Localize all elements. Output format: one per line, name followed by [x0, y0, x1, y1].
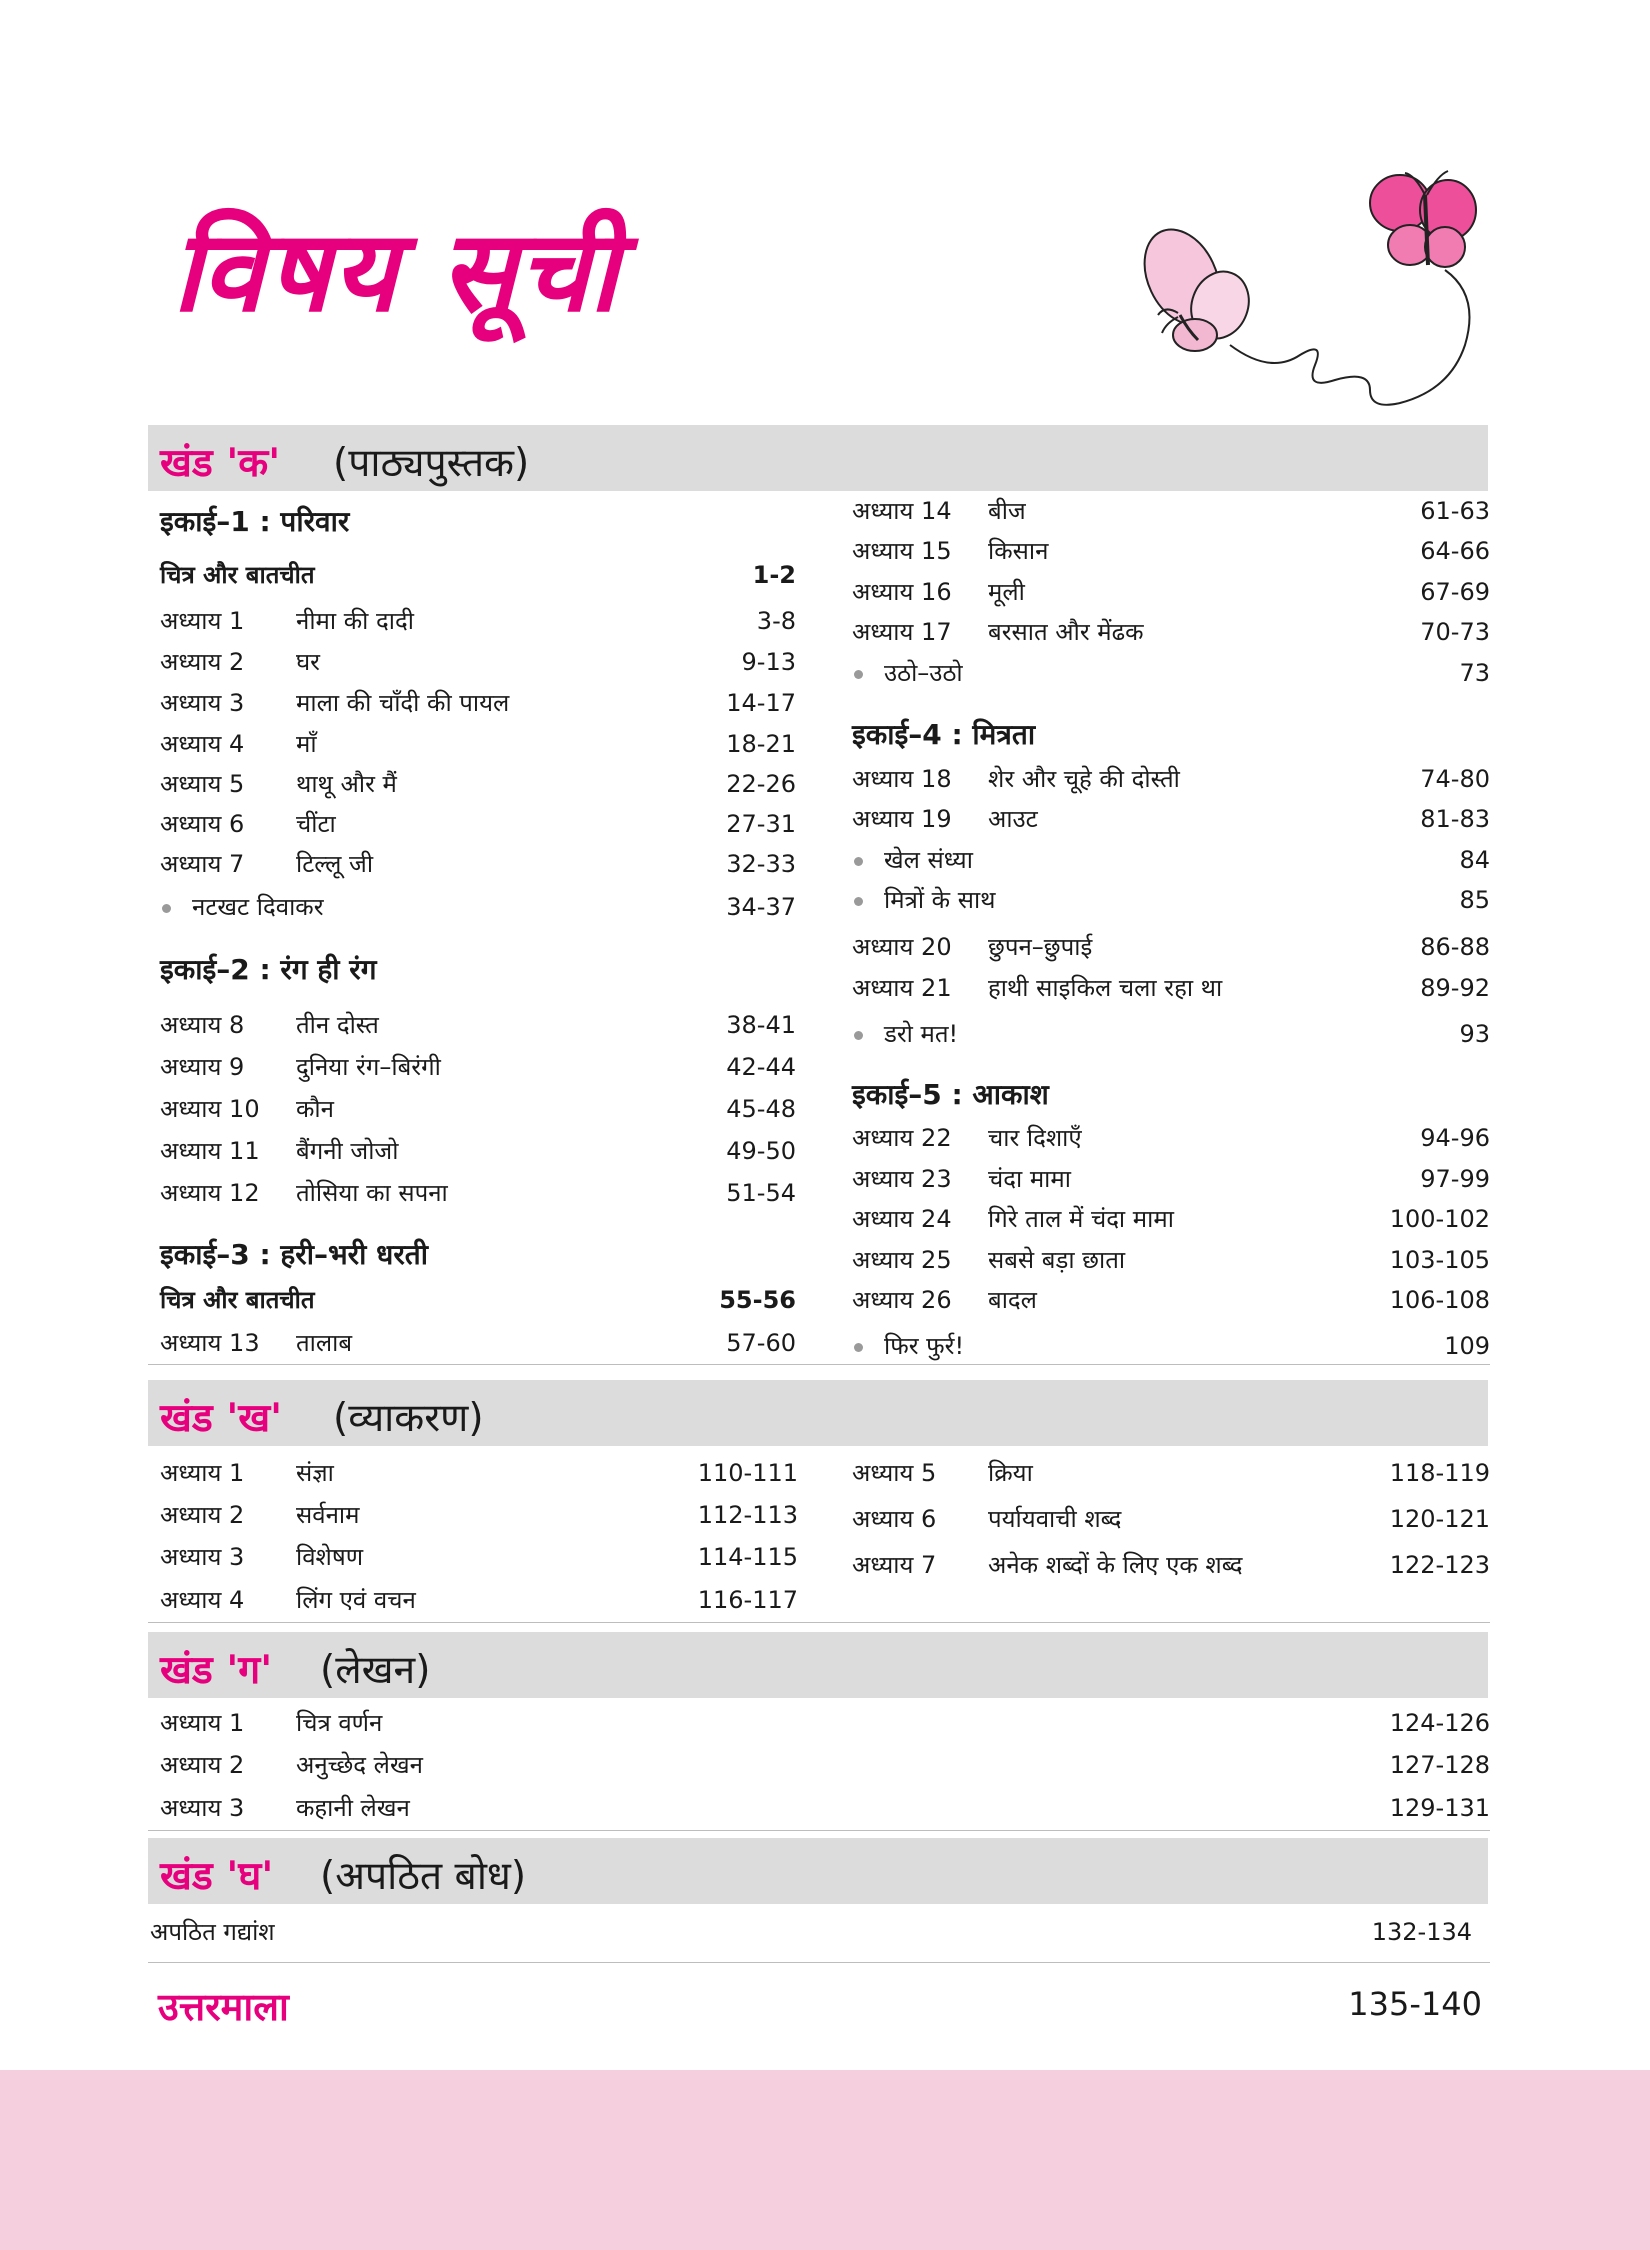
entry-pages: 1-2: [752, 561, 796, 589]
section-key: खंड 'ग': [160, 1648, 273, 1693]
toc-row[interactable]: [160, 1748, 1490, 1782]
entry-pages: 89-92: [1420, 974, 1490, 1002]
toc-row[interactable]: [852, 1283, 1490, 1317]
toc-row[interactable]: [852, 802, 1490, 836]
toc-row[interactable]: [160, 1134, 796, 1168]
entry-title: फिर फुर्र!: [884, 1332, 965, 1360]
entry-label: अध्याय 5: [852, 1459, 937, 1487]
entry-title: कहानी लेखन: [296, 1794, 410, 1822]
entry-pages: 22-26: [726, 770, 796, 798]
section-subtitle: (लेखन): [320, 1648, 431, 1693]
entry-label: अध्याय 9: [160, 1053, 245, 1081]
entry-pages: 9-13: [741, 648, 796, 676]
toc-row[interactable]: [852, 575, 1490, 609]
entry-label: अध्याय 10: [160, 1095, 260, 1123]
footer-band: [0, 2070, 1650, 2250]
entry-title: चंदा मामा: [988, 1165, 1071, 1193]
entry-title: पर्यायवाची शब्द: [988, 1505, 1122, 1533]
entry-label: अध्याय 4: [160, 1586, 245, 1614]
entry-title: टिल्लू जी: [296, 850, 374, 878]
entry-title: अनुच्छेद लेखन: [296, 1751, 423, 1779]
toc-row[interactable]: [160, 1706, 1490, 1740]
entry-pages: 18-21: [726, 730, 796, 758]
entry-pages: 55-56: [719, 1286, 796, 1314]
entry-label: अध्याय 1: [160, 607, 245, 635]
section-key: खंड 'घ': [160, 1854, 274, 1899]
toc-row[interactable]: [160, 645, 796, 679]
entry-pages: 73: [1459, 659, 1490, 687]
entry-label: अध्याय 24: [852, 1205, 952, 1233]
entry-label: अध्याय 15: [852, 537, 952, 565]
toc-row[interactable]: [160, 686, 796, 720]
entry-title: बैंगनी जोजो: [296, 1137, 399, 1165]
toc-row[interactable]: [160, 767, 796, 801]
toc-row[interactable]: [852, 930, 1490, 964]
entry-title: माला की चाँदी की पायल: [296, 689, 510, 717]
entry-title: चींटा: [296, 810, 336, 838]
entry-pages: 42-44: [726, 1053, 796, 1081]
entry-pages: 122-123: [1389, 1551, 1490, 1579]
unit-1-heading: इकाई–1 : परिवार: [160, 505, 350, 538]
entry-label: चित्र और बातचीत: [160, 561, 315, 589]
toc-row[interactable]: [852, 1202, 1490, 1236]
entry-label: अध्याय 18: [852, 765, 952, 793]
entry-pages: 14-17: [726, 689, 796, 717]
toc-row[interactable]: [160, 1498, 798, 1532]
entry-label: अपठित गद्यांश: [150, 1918, 275, 1946]
section-kha-header: [148, 1380, 1488, 1446]
divider: [148, 1830, 1490, 1831]
entry-title: चार दिशाएँ: [988, 1124, 1082, 1152]
answers-heading[interactable]: उत्तरमाला: [158, 1985, 289, 2029]
bullet-icon: [854, 670, 863, 679]
entry-pages: 61-63: [1420, 497, 1490, 525]
toc-row[interactable]: [852, 1243, 1490, 1277]
entry-pages: 38-41: [726, 1011, 796, 1039]
toc-row[interactable]: [852, 883, 1490, 917]
entry-label: अध्याय 8: [160, 1011, 245, 1039]
entry-title: क्रिया: [988, 1459, 1033, 1487]
entry-title: उठो–उठो: [884, 659, 963, 687]
toc-row[interactable]: [160, 1176, 796, 1210]
divider: [148, 1962, 1490, 1963]
bullet-icon: [162, 904, 171, 913]
entry-pages: 120-121: [1389, 1505, 1490, 1533]
entry-title: तीन दोस्त: [296, 1011, 379, 1039]
divider: [148, 1622, 1490, 1623]
toc-row[interactable]: [160, 847, 796, 881]
toc-row[interactable]: [160, 1283, 796, 1317]
entry-title: गिरे ताल में चंदा मामा: [988, 1205, 1174, 1233]
toc-row[interactable]: [160, 1456, 798, 1490]
bullet-icon: [854, 857, 863, 866]
section-subtitle: (पाठ्यपुस्तक): [333, 441, 530, 486]
entry-label: अध्याय 21: [852, 974, 952, 1002]
entry-pages: 110-111: [697, 1459, 798, 1487]
entry-pages: 97-99: [1420, 1165, 1490, 1193]
toc-row[interactable]: [852, 656, 1490, 690]
entry-pages: 132-134: [1371, 1918, 1472, 1946]
toc-row[interactable]: [160, 890, 796, 924]
entry-label: अध्याय 3: [160, 1794, 245, 1822]
entry-pages: 85: [1459, 886, 1490, 914]
toc-row[interactable]: [160, 1583, 798, 1617]
entry-label: अध्याय 6: [852, 1505, 937, 1533]
entry-pages: 3-8: [756, 607, 796, 635]
section-subtitle: (अपठित बोध): [320, 1854, 527, 1899]
entry-title: मित्रों के साथ: [884, 886, 996, 914]
entry-label: अध्याय 1: [160, 1709, 245, 1737]
entry-pages: 109: [1444, 1332, 1490, 1360]
toc-row[interactable]: [160, 807, 796, 841]
entry-label: अध्याय 1: [160, 1459, 245, 1487]
bullet-icon: [854, 1343, 863, 1352]
entry-label: अध्याय 22: [852, 1124, 952, 1152]
entry-pages: 129-131: [1389, 1794, 1490, 1822]
page-title: विषय सूची: [172, 207, 620, 337]
entry-pages: 100-102: [1389, 1205, 1490, 1233]
toc-row[interactable]: [852, 971, 1490, 1005]
butterflies-illustration: [1070, 165, 1490, 425]
toc-row[interactable]: [852, 494, 1490, 528]
toc-row[interactable]: [852, 1329, 1490, 1363]
entry-pages: 127-128: [1389, 1751, 1490, 1779]
entry-pages: 114-115: [697, 1543, 798, 1571]
entry-title: घर: [296, 648, 320, 676]
entry-title: नीमा की दादी: [296, 607, 414, 635]
entry-title: माँ: [296, 730, 317, 758]
entry-title: तालाब: [296, 1329, 353, 1357]
bullet-icon: [854, 1031, 863, 1040]
toc-row[interactable]: [852, 1162, 1490, 1196]
entry-title: शेर और चूहे की दोस्ती: [988, 765, 1180, 793]
toc-row[interactable]: [852, 762, 1490, 796]
entry-pages: 34-37: [726, 893, 796, 921]
entry-label: अध्याय 13: [160, 1329, 260, 1357]
section-ga-header: [148, 1632, 1488, 1698]
entry-pages: 27-31: [726, 810, 796, 838]
entry-title: मूली: [988, 578, 1025, 606]
toc-row[interactable]: [852, 1456, 1490, 1490]
entry-title: हाथी साइकिल चला रहा था: [988, 974, 1223, 1002]
entry-label: अध्याय 20: [852, 933, 952, 961]
entry-title: संज्ञा: [296, 1459, 334, 1487]
entry-pages: 86-88: [1420, 933, 1490, 961]
entry-title: तोसिया का सपना: [296, 1179, 448, 1207]
entry-title: विशेषण: [296, 1543, 364, 1571]
butterfly-left-icon: [1130, 217, 1258, 351]
entry-label: अध्याय 3: [160, 689, 245, 717]
unit-5-heading: इकाई–5 : आकाश: [852, 1078, 1049, 1111]
entry-pages: 70-73: [1420, 618, 1490, 646]
entry-label: अध्याय 7: [160, 850, 245, 878]
entry-pages: 84: [1459, 846, 1490, 874]
toc-row[interactable]: [852, 1548, 1490, 1582]
entry-title: सर्वनाम: [296, 1501, 360, 1529]
unit-3-heading: इकाई–3 : हरी–भरी धरती: [160, 1238, 429, 1271]
entry-pages: 57-60: [726, 1329, 796, 1357]
bullet-icon: [854, 897, 863, 906]
entry-label: अध्याय 5: [160, 770, 245, 798]
entry-title: खेल संध्या: [884, 846, 973, 874]
section-subtitle: (व्याकरण): [333, 1396, 484, 1441]
toc-row[interactable]: [160, 558, 796, 592]
answers-pages: 135-140: [1348, 1985, 1482, 2023]
entry-pages: 103-105: [1389, 1246, 1490, 1274]
toc-row[interactable]: [160, 1540, 798, 1574]
entry-title: आउट: [988, 805, 1038, 833]
toc-row[interactable]: [852, 1121, 1490, 1155]
entry-title: बरसात और मेंढक: [988, 618, 1144, 646]
entry-label: अध्याय 25: [852, 1246, 952, 1274]
entry-title: थाथू और मैं: [296, 770, 397, 798]
entry-title: किसान: [988, 537, 1049, 565]
entry-label: अध्याय 19: [852, 805, 952, 833]
entry-title: बादल: [988, 1286, 1037, 1314]
entry-pages: 94-96: [1420, 1124, 1490, 1152]
entry-pages: 45-48: [726, 1095, 796, 1123]
entry-label: अध्याय 2: [160, 648, 245, 676]
section-key: खंड 'क': [160, 441, 281, 486]
entry-title: छुपन–छुपाई: [988, 933, 1093, 961]
toc-row[interactable]: [852, 615, 1490, 649]
toc-row[interactable]: [150, 1915, 1472, 1949]
entry-label: अध्याय 3: [160, 1543, 245, 1571]
unit-4-heading: इकाई–4 : मित्रता: [852, 718, 1036, 751]
entry-label: अध्याय 23: [852, 1165, 952, 1193]
entry-label: चित्र और बातचीत: [160, 1286, 315, 1314]
entry-label: अध्याय 11: [160, 1137, 260, 1165]
entry-label: अध्याय 2: [160, 1751, 245, 1779]
butterfly-right-icon: [1370, 171, 1476, 267]
entry-pages: 64-66: [1420, 537, 1490, 565]
entry-label: अध्याय 2: [160, 1501, 245, 1529]
entry-title: चित्र वर्णन: [296, 1709, 383, 1737]
entry-pages: 49-50: [726, 1137, 796, 1165]
entry-pages: 74-80: [1420, 765, 1490, 793]
entry-title: कौन: [296, 1095, 334, 1123]
entry-label: अध्याय 4: [160, 730, 245, 758]
entry-pages: 93: [1459, 1020, 1490, 1048]
entry-label: अध्याय 16: [852, 578, 952, 606]
entry-label: अध्याय 6: [160, 810, 245, 838]
toc-row[interactable]: [160, 604, 796, 638]
toc-row[interactable]: [160, 1008, 796, 1042]
entry-title: लिंग एवं वचन: [296, 1586, 416, 1614]
toc-row[interactable]: [852, 534, 1490, 568]
entry-title: अनेक शब्दों के लिए एक शब्द: [988, 1551, 1243, 1579]
toc-row[interactable]: [160, 1791, 1490, 1825]
entry-pages: 106-108: [1389, 1286, 1490, 1314]
entry-label: अध्याय 12: [160, 1179, 260, 1207]
flight-path-icon: [1230, 270, 1470, 405]
entry-label: अध्याय 17: [852, 618, 952, 646]
entry-pages: 116-117: [697, 1586, 798, 1614]
section-gha-header: [148, 1838, 1488, 1904]
entry-label: अध्याय 26: [852, 1286, 952, 1314]
entry-pages: 81-83: [1420, 805, 1490, 833]
entry-pages: 112-113: [697, 1501, 798, 1529]
toc-row[interactable]: [160, 1326, 796, 1360]
entry-title: नटखट दिवाकर: [192, 893, 324, 921]
toc-row[interactable]: [160, 1050, 796, 1084]
entry-title: बीज: [988, 497, 1026, 525]
entry-pages: 67-69: [1420, 578, 1490, 606]
entry-pages: 51-54: [726, 1179, 796, 1207]
entry-label: अध्याय 7: [852, 1551, 937, 1579]
section-ka-header: [148, 425, 1488, 491]
entry-pages: 124-126: [1389, 1709, 1490, 1737]
unit-2-heading: इकाई–2 : रंग ही रंग: [160, 953, 377, 986]
divider: [148, 1364, 1490, 1365]
toc-row[interactable]: [852, 1502, 1490, 1536]
entry-pages: 118-119: [1389, 1459, 1490, 1487]
entry-title: डरो मत!: [884, 1020, 959, 1048]
entry-pages: 32-33: [726, 850, 796, 878]
entry-title: सबसे बड़ा छाता: [988, 1246, 1126, 1274]
toc-row[interactable]: [160, 727, 796, 761]
section-key: खंड 'ख': [160, 1396, 283, 1441]
entry-label: अध्याय 14: [852, 497, 952, 525]
toc-row[interactable]: [852, 843, 1490, 877]
entry-title: दुनिया रंग–बिरंगी: [296, 1053, 441, 1081]
toc-row[interactable]: [852, 1017, 1490, 1051]
toc-row[interactable]: [160, 1092, 796, 1126]
